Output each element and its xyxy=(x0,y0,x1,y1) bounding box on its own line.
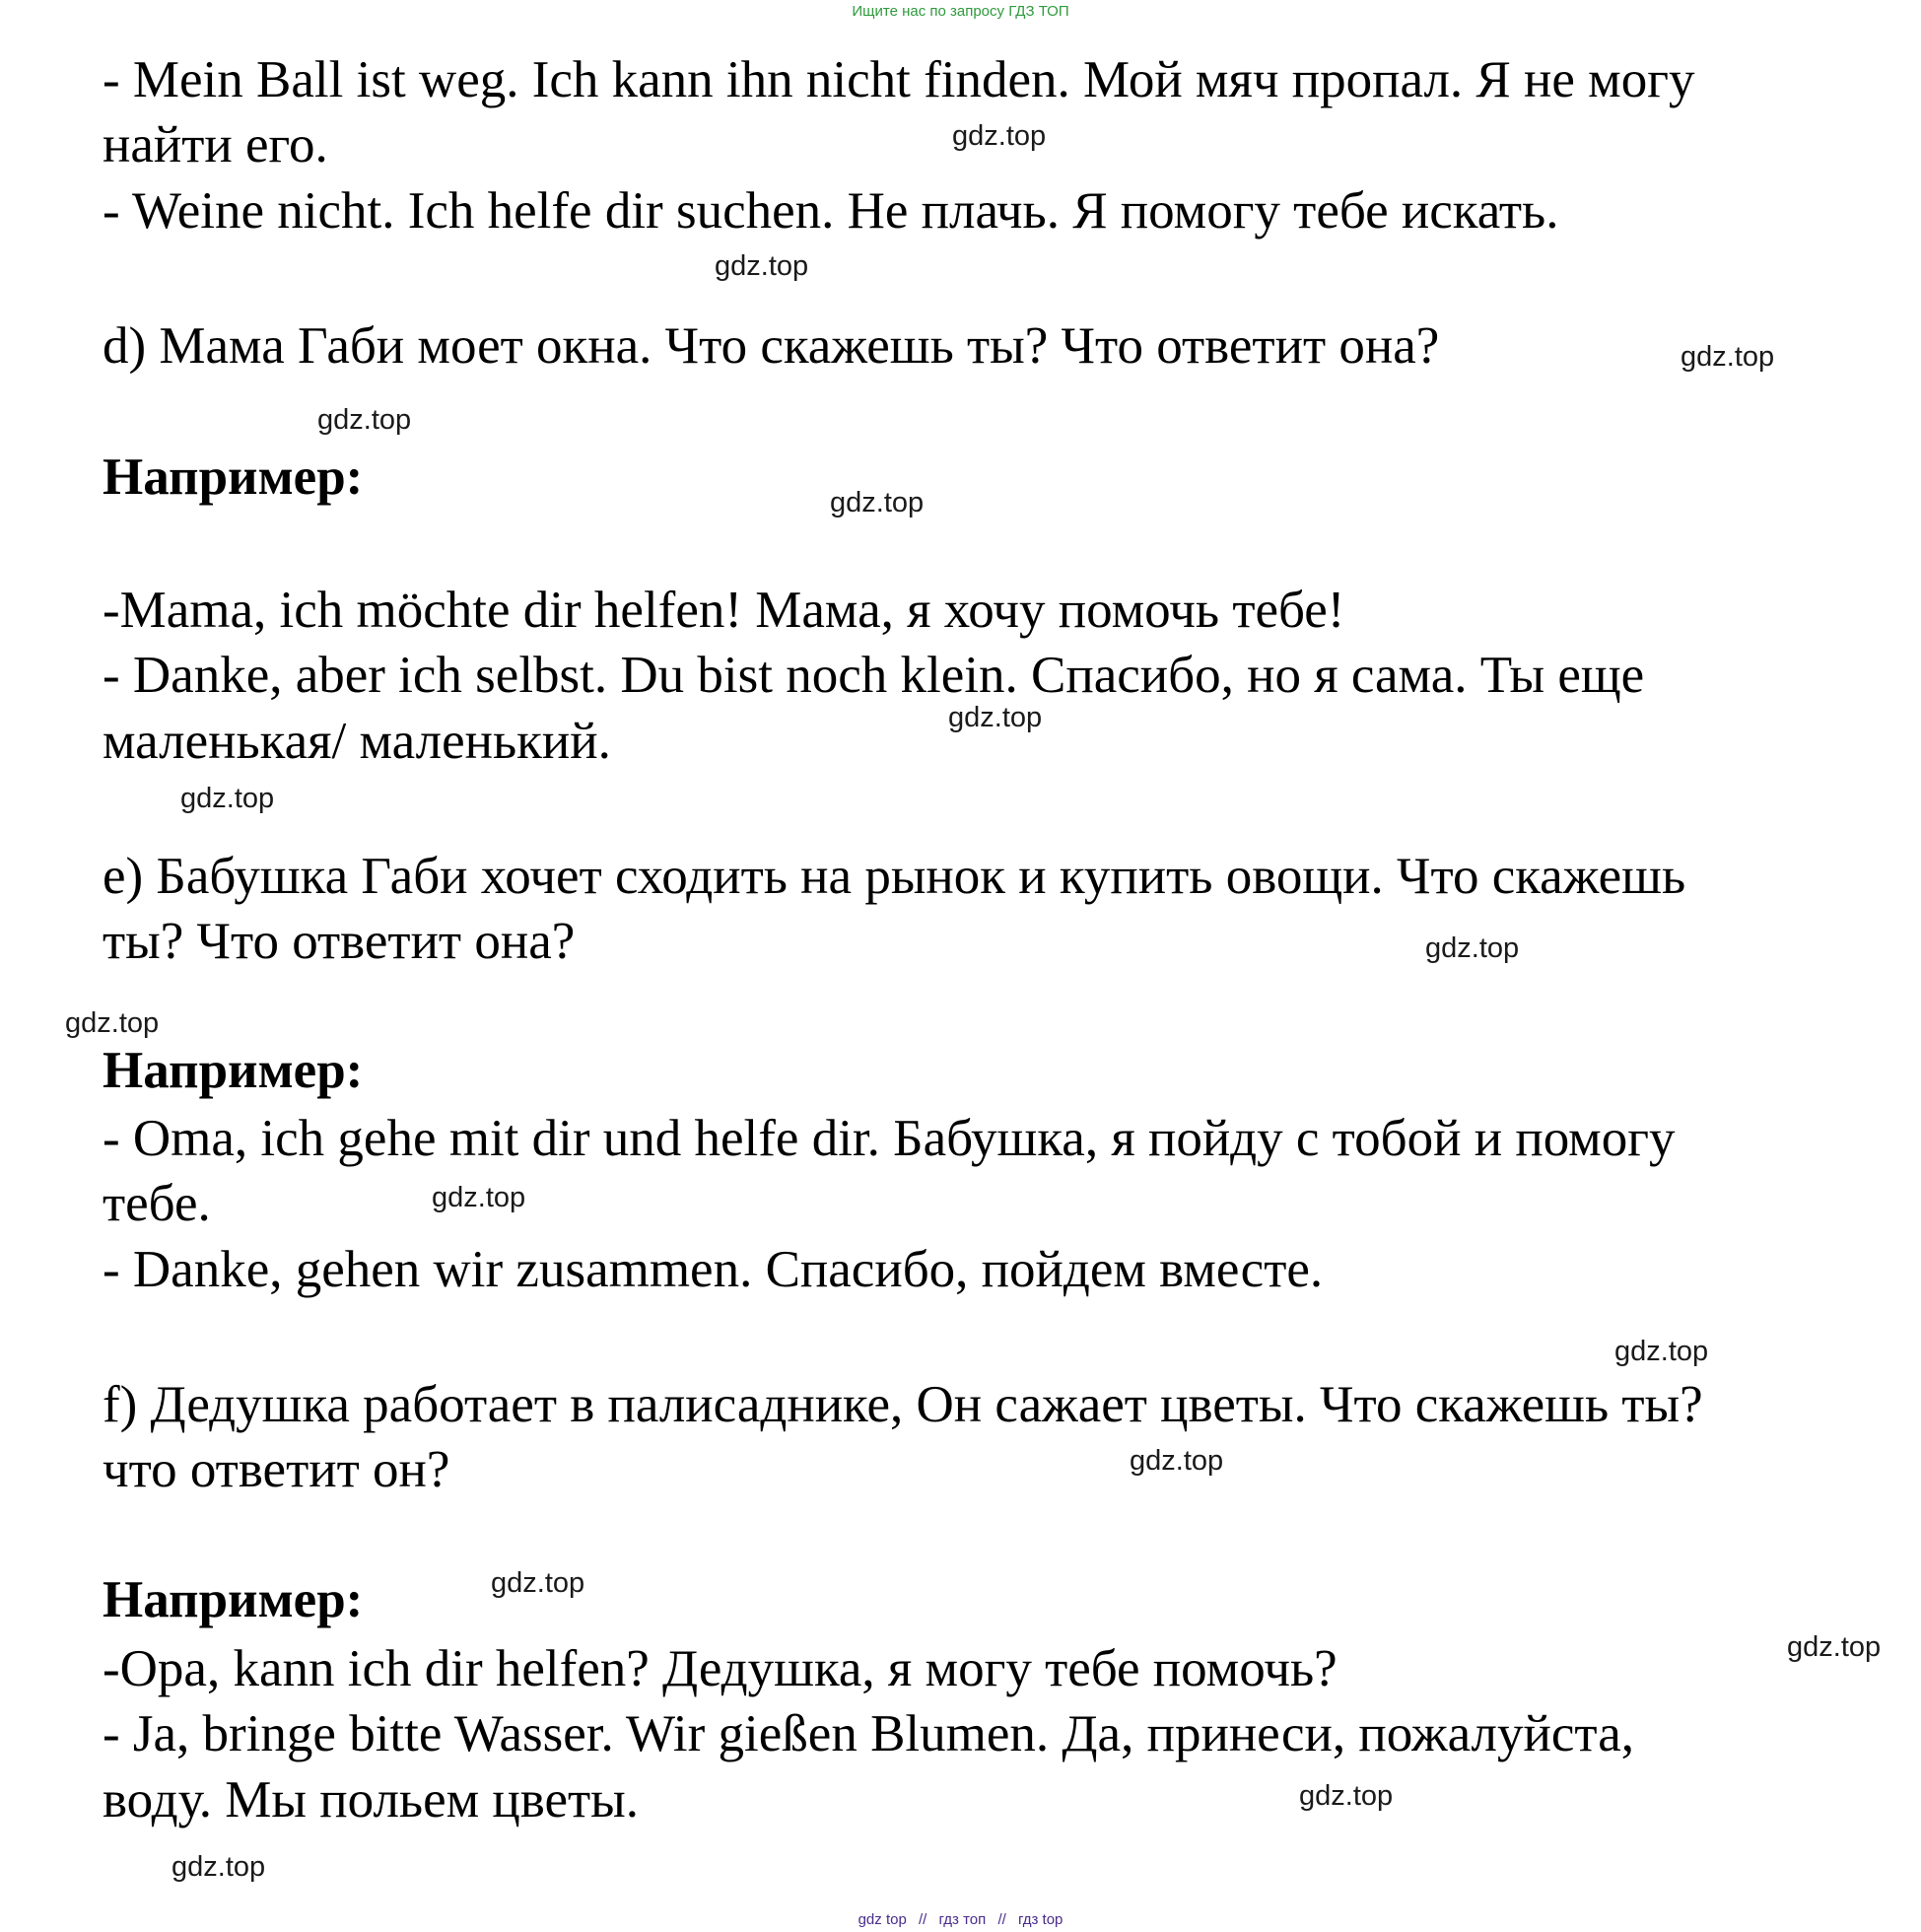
text-line: - Weine nicht. Ich helfe dir suchen. Не плачь. Я помогу тебе искать. xyxy=(103,182,1559,240)
text-line: ты? Что ответит она? xyxy=(103,913,576,970)
task-f-question: f) Дедушка работает в палисаднике, Он сажает цветы. Что скажешь ты? xyxy=(103,1376,1703,1433)
text-line: - Mein Ball ist weg. Ich kann ihn nicht finden. Мой мяч пропал. Я не могу xyxy=(103,51,1695,108)
example-heading: Например: xyxy=(103,448,364,506)
footer-link[interactable]: гдз топ xyxy=(938,1911,987,1928)
watermark: gdz.top xyxy=(172,1851,266,1883)
footer-separator: // xyxy=(997,1911,1006,1928)
text-line: - Ja, bringe bitte Wasser. Wir gießen Blumen. Да, принеси, пожалуйста, xyxy=(103,1705,1634,1762)
task-d-question: d) Мама Габи моет окна. Что скажешь ты? Что ответит она? xyxy=(103,317,1440,375)
watermark: gdz.top xyxy=(1614,1336,1709,1367)
watermark: gdz.top xyxy=(180,783,275,814)
footer-links xyxy=(0,1911,1921,1928)
example-heading: Например: xyxy=(103,1042,364,1099)
text-line: воду. Мы польем цветы. xyxy=(103,1771,640,1828)
top-search-hint[interactable]: Ищите нас по запросу ГДЗ ТОП xyxy=(852,3,1069,20)
watermark: gdz.top xyxy=(317,404,412,436)
watermark: gdz.top xyxy=(952,120,1047,152)
text-line: -Mama, ich möchte dir helfen! Мама, я хочу помочь тебе! xyxy=(103,582,1345,639)
footer-link[interactable]: гдз top xyxy=(1017,1911,1063,1928)
text-line: - Danke, gehen wir zusammen. Спасибо, пойдем вместе. xyxy=(103,1241,1324,1298)
watermark: gdz.top xyxy=(1681,341,1775,373)
text-line: -Opa, kann ich dir helfen? Дедушка, я могу тебе помочь? xyxy=(103,1640,1338,1697)
footer-link[interactable]: gdz top xyxy=(858,1911,907,1928)
text-line: - Danke, aber ich selbst. Du bist noch klein. Спасибо, но я сама. Ты еще xyxy=(103,647,1645,704)
watermark: gdz.top xyxy=(491,1567,585,1599)
watermark: gdz.top xyxy=(1130,1445,1224,1477)
footer-separator: // xyxy=(918,1911,927,1928)
text-line: маленькая/ маленький. xyxy=(103,713,611,770)
watermark: gdz.top xyxy=(65,1007,160,1039)
watermark: gdz.top xyxy=(1299,1780,1394,1812)
text-line: тебе. xyxy=(103,1175,211,1232)
text-line: что ответит он? xyxy=(103,1441,450,1498)
watermark: gdz.top xyxy=(948,702,1043,733)
watermark: gdz.top xyxy=(432,1182,526,1213)
task-e-question: е) Бабушка Габи хочет сходить на рынок и купить овощи. Что скажешь xyxy=(103,848,1686,905)
text-line: - Oma, ich gehe mit dir und helfe dir. Бабушка, я пойду с тобой и помогу xyxy=(103,1110,1676,1167)
watermark: gdz.top xyxy=(1425,932,1520,964)
example-heading: Например: xyxy=(103,1571,364,1628)
watermark: gdz.top xyxy=(715,250,809,282)
watermark: gdz.top xyxy=(1787,1631,1882,1663)
watermark: gdz.top xyxy=(830,487,925,518)
text-line: найти его. xyxy=(103,116,328,173)
